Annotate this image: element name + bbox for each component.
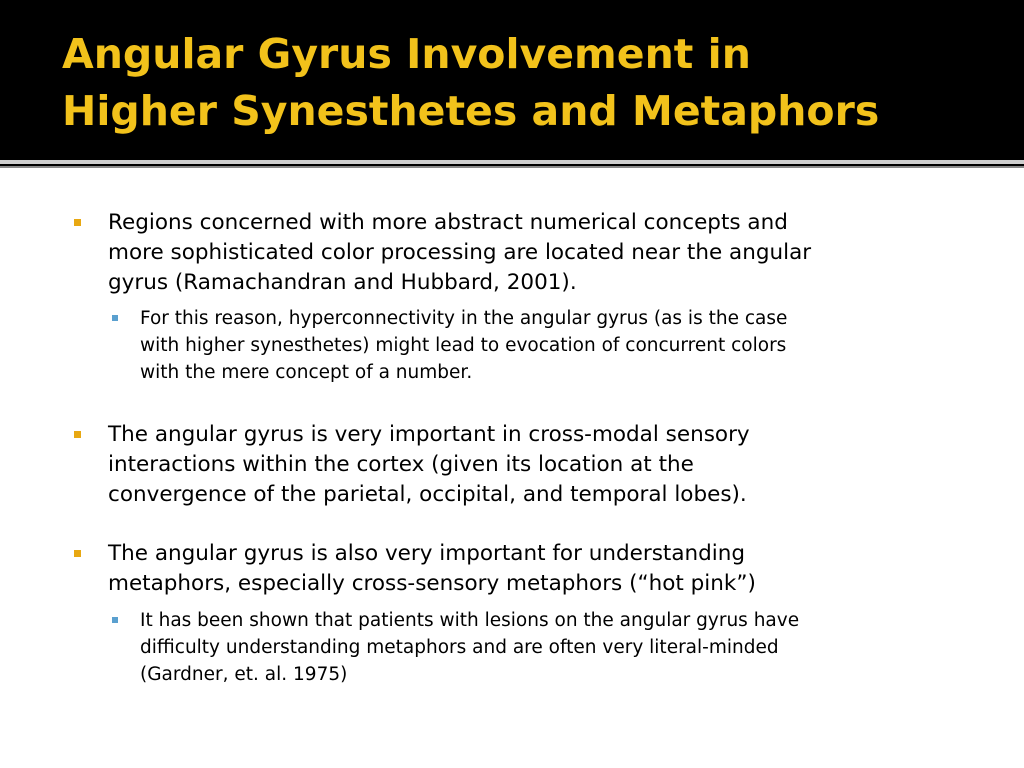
bullet-text-line: gyrus (Ramachandran and Hubbard, 2001). bbox=[108, 270, 577, 295]
bullet-item bbox=[108, 208, 958, 298]
sub-bullet-text-line: It has been shown that patients with lesions on the angular gyrus have bbox=[140, 610, 800, 631]
bullet-item bbox=[108, 420, 958, 510]
slide-content bbox=[0, 168, 1024, 768]
bullet-text-line: more sophisticated color processing are located near the angular bbox=[108, 240, 812, 265]
title-band bbox=[0, 0, 1024, 160]
bullet-text-line: interactions within the cortex (given its location at the bbox=[108, 452, 694, 477]
slide-title-line: Higher Synesthetes and Metaphors bbox=[62, 87, 880, 135]
bullet-text-line: convergence of the parietal, occipital, and temporal lobes). bbox=[108, 482, 747, 507]
title-divider bbox=[0, 160, 1024, 164]
square-bullet-icon bbox=[74, 431, 81, 438]
square-sub-bullet-icon bbox=[112, 315, 118, 321]
sub-bullet-text-line: difficulty understanding metaphors and are often very literal-minded bbox=[140, 637, 779, 658]
square-bullet-icon bbox=[74, 219, 81, 226]
bullet-text-line: The angular gyrus is very important in cross-modal sensory bbox=[108, 422, 750, 447]
sub-bullet-text-line: (Gardner, et. al. 1975) bbox=[140, 664, 348, 685]
sub-bullet-text-line: For this reason, hyperconnectivity in the angular gyrus (as is the case bbox=[140, 308, 788, 329]
slide-title bbox=[62, 26, 1002, 140]
slide-title-line: Angular Gyrus Involvement in bbox=[62, 30, 751, 78]
bullet-text-line: The angular gyrus is also very important for understanding bbox=[108, 541, 746, 566]
square-bullet-icon bbox=[74, 550, 81, 557]
sub-bullet-item bbox=[140, 305, 970, 386]
bullet-text-line: Regions concerned with more abstract numerical concepts and bbox=[108, 210, 788, 235]
bullet-item bbox=[108, 539, 958, 599]
sub-bullet-item bbox=[140, 607, 970, 688]
bullet-text-line: metaphors, especially cross-sensory metaphors (“hot pink”) bbox=[108, 571, 756, 596]
sub-bullet-text-line: with higher synesthetes) might lead to evocation of concurrent colors bbox=[140, 335, 787, 356]
square-sub-bullet-icon bbox=[112, 617, 118, 623]
sub-bullet-text-line: with the mere concept of a number. bbox=[140, 362, 473, 383]
